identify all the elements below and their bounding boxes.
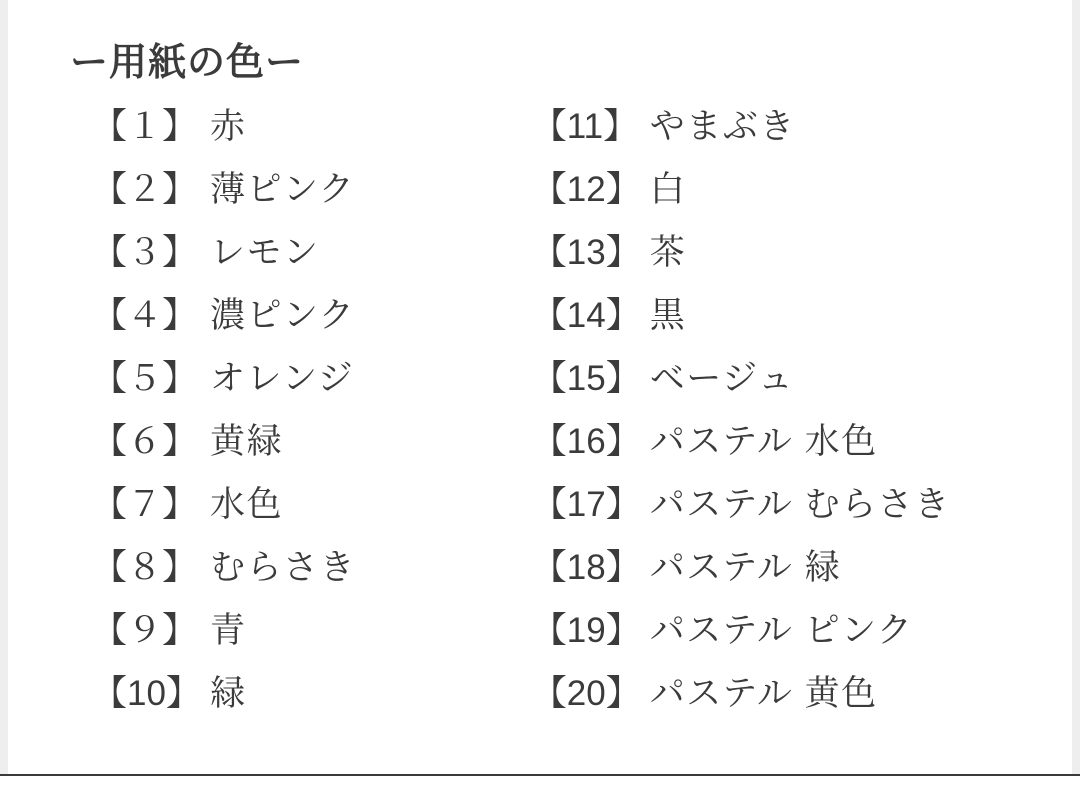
- page-title: ー用紙の色ー: [70, 42, 305, 84]
- list-item: [532, 599, 1040, 662]
- color-list: [70, 95, 1040, 725]
- list-item: [532, 536, 1040, 599]
- list-item-number: 【２】: [92, 170, 198, 210]
- list-item-number: 【13】: [531, 233, 641, 273]
- list-item: [92, 347, 532, 410]
- list-item: [92, 95, 532, 158]
- list-item: [532, 662, 1040, 725]
- right-gutter: [1072, 0, 1080, 794]
- list-item: [532, 347, 1040, 410]
- list-item-number: 【17】: [531, 485, 641, 525]
- list-item-label: ベージュ: [649, 359, 795, 399]
- list-item: [532, 221, 1040, 284]
- list-item-label: 黄緑: [210, 422, 284, 462]
- list-item-number: 【14】: [531, 296, 641, 336]
- list-item-number: 【19】: [531, 611, 641, 651]
- list-item: [92, 473, 532, 536]
- color-list-column-left: [70, 95, 532, 725]
- list-item-number: 【７】: [92, 485, 198, 525]
- list-item-number: 【18】: [531, 548, 641, 588]
- list-item-label: 薄ピンク: [210, 170, 356, 210]
- list-item-number: 【１】: [92, 107, 198, 147]
- document-content: [70, 38, 1040, 725]
- list-item-number: 【６】: [92, 422, 198, 462]
- list-item: [92, 158, 532, 221]
- list-item: [532, 473, 1040, 536]
- list-item-label: 青: [210, 611, 247, 651]
- list-item-number: 【８】: [92, 548, 198, 588]
- list-item: [92, 662, 532, 725]
- bottom-strip: [0, 776, 1080, 794]
- list-item: [532, 410, 1040, 473]
- list-item-label: 緑: [210, 674, 247, 714]
- list-item: [92, 221, 532, 284]
- list-item-label: パステル ピンク: [649, 611, 914, 651]
- list-item: [532, 284, 1040, 347]
- color-list-column-right: [532, 95, 1040, 725]
- list-item: [92, 410, 532, 473]
- list-item-label: 濃ピンク: [210, 296, 356, 336]
- list-item-number: 【10】: [92, 674, 201, 714]
- list-item-number: 【５】: [92, 359, 198, 399]
- list-item: [92, 284, 532, 347]
- list-item-number: 【20】: [531, 674, 641, 714]
- list-item-number: 【３】: [92, 233, 198, 273]
- list-item-number: 【９】: [92, 611, 198, 651]
- list-item-number: 【15】: [531, 359, 641, 399]
- list-item-label: 茶: [649, 233, 687, 273]
- list-item-number: 【11】: [531, 107, 639, 147]
- list-item-label: パステル むらさき: [649, 485, 951, 525]
- list-item: [92, 536, 532, 599]
- list-item-label: パステル 黄色: [649, 674, 878, 714]
- list-item-label: パステル 緑: [649, 548, 842, 588]
- list-item: [92, 599, 532, 662]
- list-item-label: レモン: [210, 233, 320, 273]
- list-item-label: 水色: [210, 485, 284, 525]
- list-item-number: 【12】: [531, 170, 641, 210]
- list-item-number: 【16】: [531, 422, 641, 462]
- list-item-label: パステル 水色: [649, 422, 878, 462]
- list-item: [532, 95, 1040, 158]
- list-item-label: オレンジ: [210, 359, 355, 399]
- list-item-number: 【４】: [92, 296, 198, 336]
- list-item-label: やまぶき: [649, 107, 796, 147]
- list-item-label: 白: [649, 170, 687, 210]
- list-item-label: むらさき: [210, 548, 357, 588]
- list-item-label: 黒: [649, 296, 687, 336]
- left-gutter: [0, 0, 8, 794]
- list-item: [532, 158, 1040, 221]
- list-item-label: 赤: [210, 107, 247, 147]
